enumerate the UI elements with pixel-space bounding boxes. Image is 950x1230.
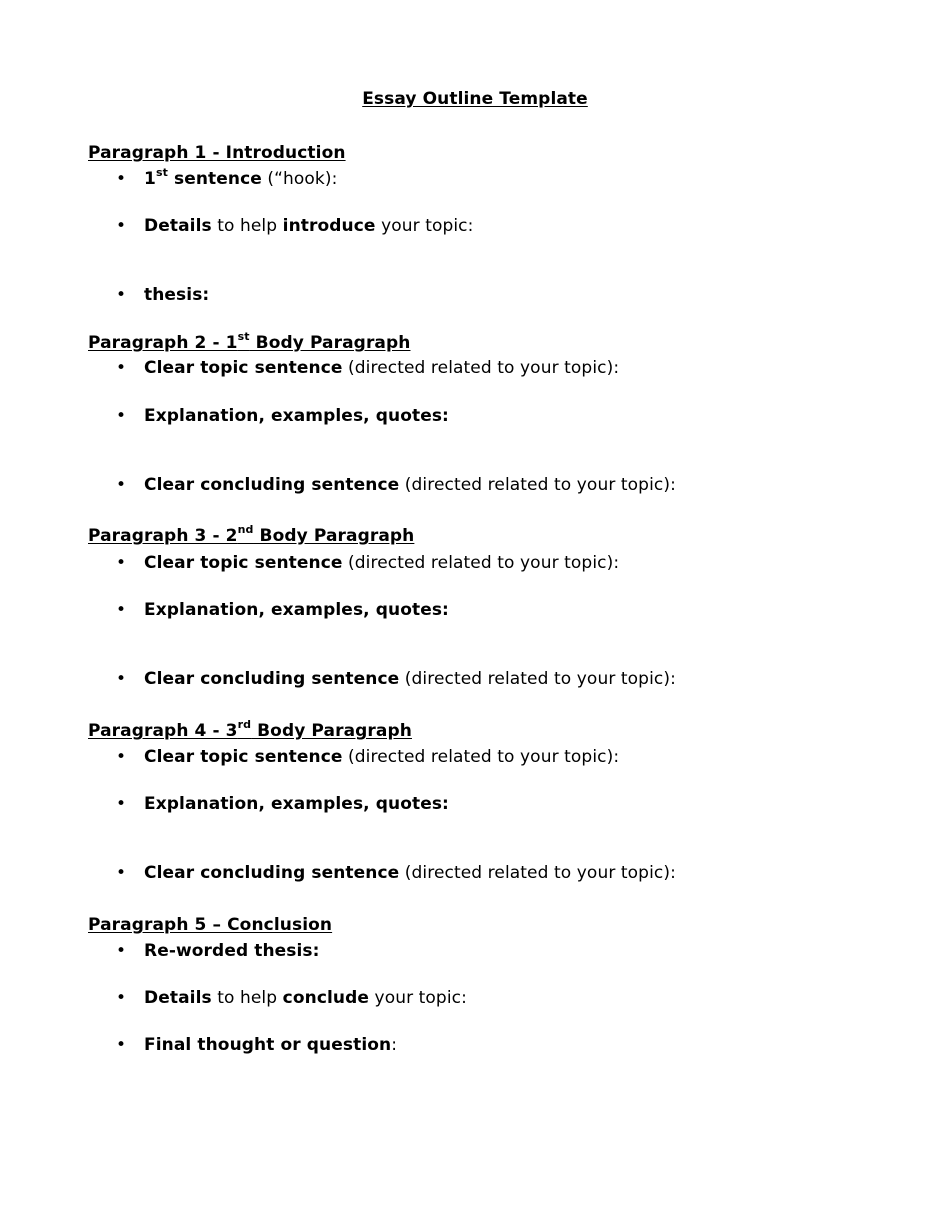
list-item: • 1st sentence (“hook): [116, 166, 338, 189]
bullet-icon: • [116, 794, 127, 814]
bullet-icon: • [116, 1035, 127, 1055]
section-heading-paragraph-5: Paragraph 5 – Conclusion [88, 915, 333, 935]
list-item: • Details to help introduce your topic: [116, 216, 474, 236]
list-item: • thesis: [116, 285, 210, 305]
section-heading-paragraph-2: Paragraph 2 - 1st Body Paragraph [88, 330, 411, 353]
bullet-icon: • [116, 747, 127, 767]
section-heading-paragraph-4: Paragraph 4 - 3rd Body Paragraph [88, 718, 412, 741]
bullet-icon: • [116, 358, 127, 378]
list-item: • Clear topic sentence (directed related to your topic): [116, 553, 620, 573]
section-heading-paragraph-3: Paragraph 3 - 2nd Body Paragraph [88, 523, 415, 546]
list-item: • Final thought or question: [116, 1035, 398, 1055]
section-heading-paragraph-1: Paragraph 1 - Introduction [88, 143, 346, 163]
list-item: • Explanation, examples, quotes: [116, 406, 449, 426]
bullet-icon: • [116, 553, 127, 573]
bullet-icon: • [116, 863, 127, 883]
bullet-icon: • [116, 475, 127, 495]
list-item: • Clear concluding sentence (directed related to your topic): [116, 863, 676, 883]
list-item: • Re-worded thesis: [116, 941, 320, 961]
bullet-icon: • [116, 406, 127, 426]
document-title: Essay Outline Template [362, 89, 588, 109]
list-item: • Clear topic sentence (directed related to your topic): [116, 747, 620, 767]
bullet-icon: • [116, 669, 127, 689]
list-item: • Details to help conclude your topic: [116, 988, 467, 1008]
bullet-icon: • [116, 285, 127, 305]
bullet-icon: • [116, 600, 127, 620]
list-item: • Clear topic sentence (directed related to your topic): [116, 358, 620, 378]
list-item: • Explanation, examples, quotes: [116, 600, 449, 620]
bullet-icon: • [116, 988, 127, 1008]
bullet-icon: • [116, 169, 127, 189]
list-item: • Explanation, examples, quotes: [116, 794, 449, 814]
list-item: • Clear concluding sentence (directed related to your topic): [116, 475, 676, 495]
list-item: • Clear concluding sentence (directed related to your topic): [116, 669, 676, 689]
bullet-icon: • [116, 941, 127, 961]
bullet-icon: • [116, 216, 127, 236]
